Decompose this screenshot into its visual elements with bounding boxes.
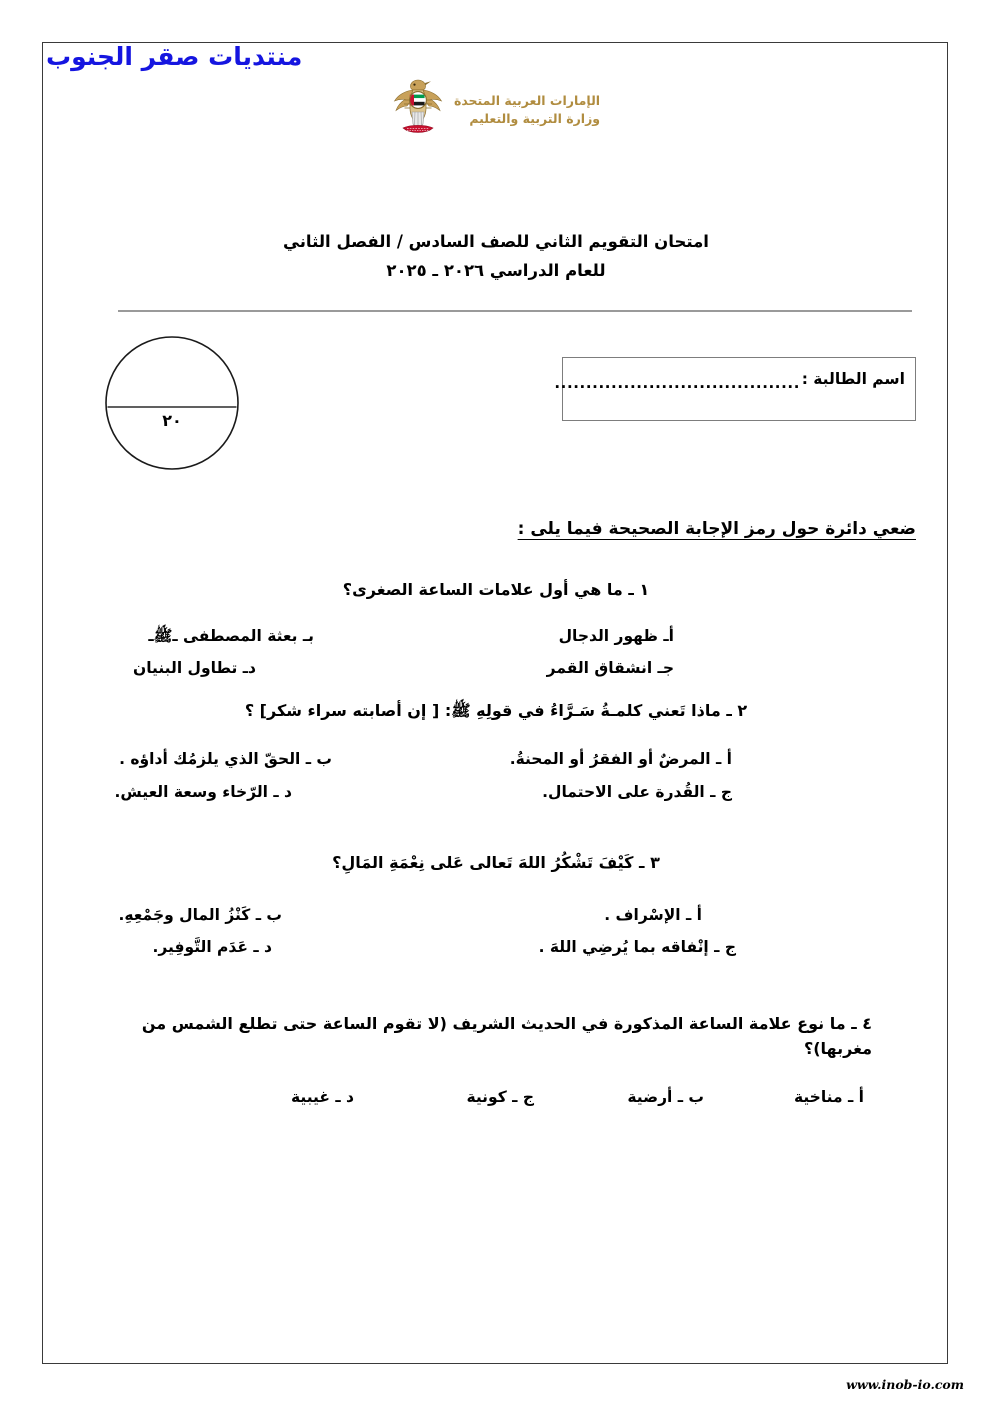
marks-total-value: ٢٠	[162, 411, 182, 430]
student-name-field[interactable]	[554, 357, 916, 421]
question-4-option-a[interactable]: أ ـ مناخية	[793, 1088, 864, 1107]
question-3	[60, 851, 932, 960]
student-name-label: اسم الطالبة :	[801, 370, 905, 388]
ministry-line-ministry: وزارة التربية والتعليم	[469, 111, 601, 126]
ministry-logo-text	[454, 92, 600, 128]
question-2-option-d[interactable]: د ـ الرّخاء وسعة العيش.	[114, 782, 292, 801]
question-1-option-d[interactable]: دـ تطاول البنيان	[132, 659, 256, 678]
question-4-text: ٤ ـ ما نوع علامة الساعة المذكورة في الحديث الشريف (لا تقوم الساعة حتى تطلع الشمس من مغربها)؟	[141, 1014, 872, 1059]
exam-title	[0, 228, 992, 286]
question-1-option-b[interactable]: بـ بعثة المصطفى ـﷺـ	[148, 626, 314, 645]
exam-title-line2: للعام الدراسي ٢٠٢٦ ـ ٢٠٢٥	[386, 260, 606, 280]
question-3-text: ٣ ـ كَيْفَ تَشْكُرُ اللهَ تَعالى عَلى نِعْمَةِ المَالِ؟	[332, 852, 660, 872]
question-1	[60, 578, 932, 681]
questions-list	[60, 578, 932, 1110]
forum-watermark: منتديات صقر الجنوب	[46, 42, 303, 71]
question-4-option-b[interactable]: ب ـ أرضية	[627, 1088, 704, 1107]
student-name-blank: .......................................	[554, 374, 800, 392]
question-1-option-a[interactable]: أـ ظهور الدجال	[558, 626, 674, 645]
instruction-text: ضعي دائرة حول رمز الإجابة الصحيحة فيما يلى :	[517, 519, 916, 539]
question-1-options-row-2	[60, 655, 932, 681]
question-2-option-a[interactable]: أ ـ المرضٌ أو الفقرُ أو المحنةُ.	[509, 750, 732, 769]
question-1-text: ١ ـ ما هي أول علامات الساعة الصغرى؟	[342, 580, 650, 599]
ministry-logo-block	[0, 78, 992, 142]
question-4	[60, 1012, 932, 1110]
question-2-text: ٢ ـ ماذا تَعني كلمـةُ سَـرَّاءُ في قولِهِ ﷺ: [ إن أصابته سراء شكر] ؟	[244, 701, 748, 721]
question-3-options-row-1	[60, 902, 932, 928]
question-3-option-b[interactable]: ب ـ كَنْزُ المال وجَمْعِهِ.	[118, 905, 282, 924]
uae-falcon-emblem-icon	[392, 78, 444, 142]
question-2-option-c[interactable]: ج ـ القُدرة على الاحتمال.	[542, 782, 732, 801]
question-4-option-d[interactable]: د ـ غيبية	[290, 1088, 354, 1107]
exam-title-line1: امتحان التقويم الثاني للصف السادس / الفصل الثاني	[283, 232, 709, 251]
question-2	[60, 699, 932, 804]
ministry-line-country: الإمارات العربية المتحدة	[453, 92, 601, 108]
question-2-options-row-2	[60, 779, 932, 805]
header-separator	[118, 310, 912, 312]
question-4-options-row	[60, 1084, 932, 1110]
question-2-options-row-1	[60, 746, 932, 772]
question-1-options-row-1	[60, 623, 932, 649]
question-3-options-row-2	[60, 934, 932, 960]
question-1-option-c[interactable]: جـ انشقاق القمر	[546, 659, 674, 678]
question-2-option-b[interactable]: ب ـ الحقّ الذي يلزمُك أداؤه .	[119, 750, 332, 769]
footer-website-url: www.inob-io.com	[846, 1377, 964, 1392]
question-3-option-a[interactable]: أ ـ الإسْراف .	[604, 905, 702, 924]
question-4-option-c[interactable]: ج ـ كونية	[466, 1088, 534, 1107]
question-3-option-d[interactable]: د ـ عَدَم التَّوفِير.	[152, 938, 272, 957]
marks-circle	[104, 335, 240, 471]
question-3-option-c[interactable]: ج ـ إنْفاقه بما يُرضِي اللهَ .	[538, 938, 736, 957]
